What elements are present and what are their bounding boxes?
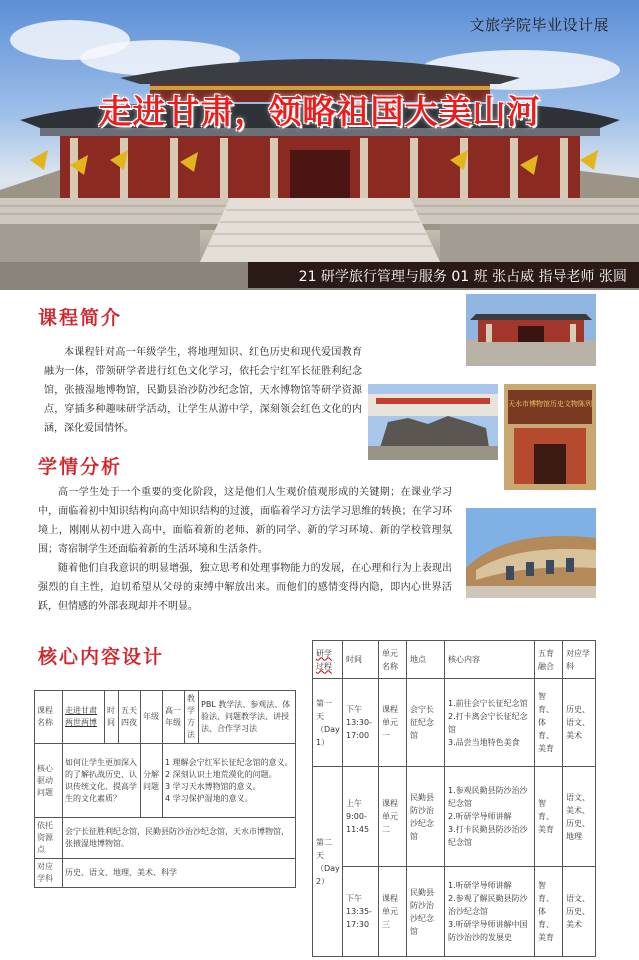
row-subject: 语文、历史、美术 — [563, 867, 596, 957]
sub-question-item: 4 学习保护湿地的意义。 — [165, 793, 253, 803]
header-process: 研学过程 — [313, 641, 343, 679]
header-content: 核心内容 — [445, 641, 535, 679]
sub-question-list — [163, 744, 296, 818]
content-item: 3.品尝当地特色美食 — [448, 737, 520, 747]
analysis-paragraph-1: 高一学生处于一个重要的变化阶段，这是他们人生观价值观形成的关键期；在课业学习中，面临着初中知识结构向高中知识结构的过渡，面临着学习方法学习思维的转换；在学习环境上，刚刚从初中进入高中，面临着新的老师、新的同学、新的学习环境、新的学校管理氛围；寄宿制学生还面临着新的生活环境和生活条件。 — [38, 487, 452, 555]
row-unit: 课程单元二 — [379, 767, 407, 867]
modern-museum-photo — [466, 508, 596, 598]
sub-question-item: 3 学习天水博物馆的意义。 — [165, 781, 261, 791]
driving-question-value: 如何让学生更加深入的了解扒战历史、认识传统文化、提高学生的文化素质？ — [63, 744, 141, 818]
core-title: 核心内容设计 — [38, 646, 165, 668]
course-name-value: 走进甘肃两世两博 — [63, 691, 105, 744]
analysis-paragraph-2: 随着他们自我意识的明显增强，独立思考和处理事物能力的发展，在心理和行为上表现出强烈的自主性，迫切希望从父母的束缚中解放出来。而他们的感情变得内隐，即内心世界活跃，但情感的外部表现却并不明显。 — [38, 563, 452, 612]
sculpture-photo — [368, 384, 498, 460]
analysis-title: 学情分析 — [38, 456, 123, 478]
row-time: 下午 13:30-17:00 — [343, 679, 379, 767]
row-education: 智育、美育 — [535, 767, 563, 867]
row-education: 智育、体育、美育 — [535, 867, 563, 957]
row-place: 民勤县防沙治沙纪念馆 — [407, 767, 445, 867]
header-unit: 单元名称 — [379, 641, 407, 679]
content-item: 2.听研学导师讲解 — [448, 812, 512, 821]
table-row — [313, 679, 596, 767]
day-1-label: 第一天（Day 1） — [313, 679, 343, 767]
row-content — [445, 867, 535, 957]
row-place: 民勤县防沙治沙纪念馆 — [407, 867, 445, 957]
row-time: 下午 13:35-17:30 — [343, 867, 379, 957]
row-time: 上午 9:00-11:45 — [343, 767, 379, 867]
row-content — [445, 679, 535, 767]
day-2-label: 第二天（Day 2） — [313, 767, 343, 957]
grade-value: 高一年级 — [163, 691, 185, 744]
time-label: 时间 — [105, 691, 119, 744]
museum-sign-photo — [504, 384, 596, 490]
resource-value: 会宁长征胜利纪念馆，民勤县防沙治沙纪念馆，天水市博物馆，张掖湿地博物馆。 — [63, 818, 296, 859]
author-credit: 21 研学旅行管理与服务 01 班 张占威 指导老师 张圆 — [298, 269, 627, 285]
gate-photo — [466, 294, 596, 366]
method-value: PBL 教学法、参观法、体验法、问题教学法、讲授法、合作学习法 — [199, 691, 296, 744]
hero-banner — [0, 0, 639, 290]
header-subject: 对应学科 — [563, 641, 596, 679]
header-place: 地点 — [407, 641, 445, 679]
subjects-label: 对应学科 — [35, 859, 63, 888]
row-education: 智育、体育、美育 — [535, 679, 563, 767]
content-item: 2.参观了解民勤县防沙治沙纪念馆 — [448, 894, 528, 916]
time-value: 五天四夜 — [119, 691, 141, 744]
course-name-label: 课程名称 — [35, 691, 63, 744]
driving-question-label: 核心驱动问题 — [35, 744, 63, 818]
temple-photo — [0, 0, 639, 290]
row-subject: 历史、语文、美术 — [563, 679, 596, 767]
content-item: 2.打卡离会宁长征纪念馆 — [448, 711, 528, 734]
intro-title: 课程简介 — [38, 307, 123, 329]
row-unit: 课程单元一 — [379, 679, 407, 767]
row-subject: 语文、美术、历史、地理 — [563, 767, 596, 867]
schedule-table — [312, 640, 596, 957]
exhibition-title: 文旅学院毕业设计展 — [469, 16, 609, 34]
subjects-value: 历史、语文、地理、美术、科学 — [63, 859, 296, 888]
method-label: 教学方法 — [185, 691, 199, 744]
course-overview-table — [34, 690, 296, 888]
resource-label: 依托资源点 — [35, 818, 63, 859]
row-unit: 课程单元三 — [379, 867, 407, 957]
row-content — [445, 767, 535, 867]
poster-headline: 走进甘肃，领略祖国大美山河 — [98, 92, 541, 131]
header-time: 时间 — [343, 641, 379, 679]
sub-question-item: 2 深刻认识土地荒漠化的问题。 — [165, 769, 277, 779]
content-item: 3.听研学导师讲解中国防沙治沙的发展史 — [448, 920, 528, 942]
header-education: 五育融合 — [535, 641, 563, 679]
table-row — [313, 867, 596, 957]
credit-bar — [248, 262, 639, 288]
museum-sign-text: 天水市博物馆历史文物陈列 — [508, 400, 592, 408]
intro-text: 本课程针对高一年级学生，将地理知识、红色历史和现代爱国教育融为一体，带领研学者进行红色文化学习，依托会宁红军长征胜利纪念馆，张掖湿地博物馆，民勤县治沙防沙纪念馆，天水博物馆等研学资源点，穿插多种趣味研学活动，让学生从游中学，深刻领会红色文化的内涵，深化爱国情怀。 — [44, 347, 362, 434]
row-place: 会宁长征纪念馆 — [407, 679, 445, 767]
content-item: 3.打卡民勤县防沙治沙纪念馆 — [448, 825, 528, 847]
table-row — [313, 767, 596, 867]
sub-question-item: 1 理解会宁红军长征纪念馆的意义。 — [165, 757, 293, 767]
grade-label: 年级 — [141, 691, 163, 744]
content-item: 1.参观民勤县防沙治沙纪念馆 — [448, 786, 528, 808]
content-item: 1.听研学导师讲解 — [448, 881, 512, 890]
content-item: 1.前往会宁长征纪念馆 — [448, 698, 528, 708]
sub-question-label: 分解问题 — [141, 744, 163, 818]
